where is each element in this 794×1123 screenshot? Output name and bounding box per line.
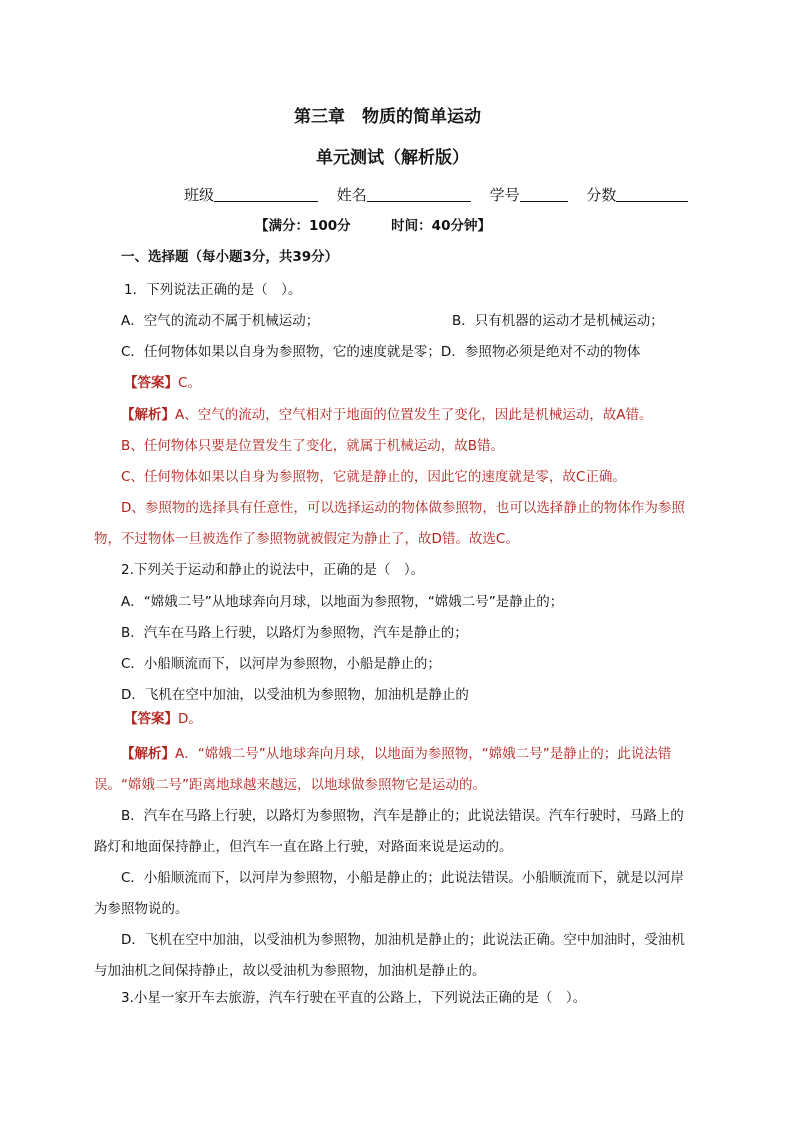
q2-answer-tag: 【答案】 (124, 711, 178, 727)
q2-answer-value: D。 (178, 711, 202, 727)
q1-answer (124, 373, 201, 393)
q2-analysis-line: 路灯和地面保持静止，但汽车一直在路上行驶，对路面来说是运动的。 (94, 839, 513, 855)
q2-analysis-line: C．小船顺流而下，以河岸为参照物，小船是静止的；此说法错误。小船顺流而下，就是以河岸 (121, 870, 684, 886)
q2-analysis-line: 误。“嫦娥二号”距离地球越来越远，以地球做参照物它是运动的。 (94, 777, 486, 793)
id-label: 学号 (489, 186, 520, 204)
score-label: 分数 (586, 186, 617, 204)
q3-stem: 3.小星一家开车去旅游，汽车行驶在平直的公路上，下列说法正确的是（ ）。 (121, 990, 587, 1006)
q1-option-b: B．只有机器的运动才是机械运动； (452, 313, 664, 329)
q1-answer-value: C。 (178, 375, 201, 391)
q1-analysis-line: D、参照物的选择具有任意性，可以选择运动的物体做参照物，也可以选择静止的物体作为参照 (121, 500, 685, 516)
class-label: 班级 (184, 186, 215, 204)
name-label: 姓名 (336, 186, 367, 204)
student-info-row (184, 185, 688, 205)
q1-option-a: A．空气的流动不属于机械运动； (121, 313, 320, 329)
q2-analysis-text: A．“嫦娥二号”从地球奔向月球，以地面为参照物，“嫦娥二号”是静止的；此说法错 (175, 746, 672, 762)
q1-stem: 1．下列说法正确的是（ ）。 (124, 282, 302, 298)
q2-analysis-line: 为参照物说的。 (94, 901, 189, 917)
q1-analysis-tag: 【解析】 (121, 407, 175, 423)
q2-analysis-tag: 【解析】 (121, 746, 175, 762)
q2-analysis-line (121, 744, 671, 764)
q2-answer (124, 709, 202, 729)
id-blank[interactable] (520, 186, 568, 202)
score-blank[interactable] (616, 186, 688, 202)
q1-analysis-line: C、任何物体如果以自身为参照物，它就是静止的，因此它的速度就是零，故C正确。 (121, 469, 626, 485)
q2-option: A．“嫦娥二号”从地球奔向月球，以地面为参照物，“嫦娥二号”是静止的； (121, 594, 564, 610)
q1-analysis-line (121, 405, 652, 425)
q2-analysis-line: 与加油机之间保持静止，故以受油机为参照物，加油机是静止的。 (94, 963, 486, 979)
q1-analysis-line: B、任何物体只要是位置发生了变化，就属于机械运动，故B错。 (121, 438, 505, 454)
q1-analysis-text: A、空气的流动，空气相对于地面的位置发生了变化，因此是机械运动，故A错。 (175, 407, 653, 423)
q2-option: C．小船顺流而下，以河岸为参照物，小船是静止的； (121, 656, 441, 672)
chapter-title: 第三章 物质的简单运动 (294, 107, 481, 127)
q2-option: D．飞机在空中加油，以受油机为参照物，加油机是静止的 (121, 687, 469, 703)
q1-analysis-line: 物，不过物体一旦被选作了参照物就被假定为静止了，故D错。故选C。 (94, 531, 519, 547)
q2-stem: 2.下列关于运动和静止的说法中，正确的是（ ）。 (121, 562, 425, 578)
q2-analysis-line: B．汽车在马路上行驶，以路灯为参照物，汽车是静止的；此说法错误。汽车行驶时，马路上的 (121, 808, 684, 824)
q2-analysis-line: D．飞机在空中加油，以受油机为参照物，加油机是静止的；此说法正确。空中加油时，受油机 (121, 932, 685, 948)
section-heading: 一、选择题（每小题3分，共39分） (121, 249, 339, 265)
class-blank[interactable] (214, 186, 318, 202)
q1-answer-tag: 【答案】 (124, 375, 178, 391)
exam-meta: 【满分：100分 时间：40分钟】 (255, 218, 491, 234)
subtitle: 单元测试（解析版） (316, 148, 469, 168)
q2-option: B．汽车在马路上行驶，以路灯为参照物，汽车是静止的； (121, 625, 468, 641)
name-blank[interactable] (367, 186, 471, 202)
q1-option-cd: C．任何物体如果以自身为参照物，它的速度就是零；D．参照物必须是绝对不动的物体 (121, 344, 641, 360)
